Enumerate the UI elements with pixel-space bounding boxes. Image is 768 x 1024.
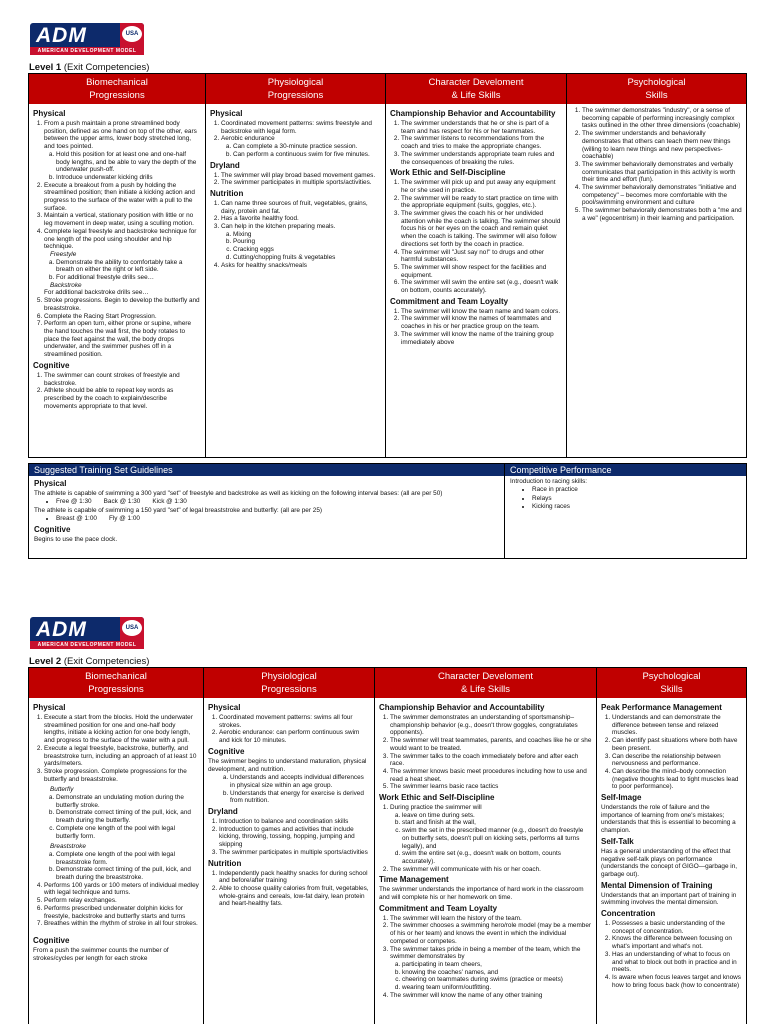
- list-item: 3. The swimmer participates in multiple sports/activities: [219, 849, 370, 857]
- section-heading: Work Ethic and Self-Discipline: [390, 168, 506, 178]
- list-item: 3. The swimmer takes pride in being a member of the team, which the swimmer demonstrates by a. participating in team cheers, b. knowing the coaches' names, and c. cheering on teammates during swims (practice or meets) d. wearing team uniform/outfitting.: [390, 946, 592, 992]
- list-item: a. Demonstrate an undulating motion during the butterfly stroke.: [56, 794, 199, 809]
- section-heading: Championship Behavior and Accountability: [379, 703, 545, 712]
- list-item: b. Demonstrate correct timing of the pull, kick, and breath during the butterfly.: [56, 809, 199, 824]
- section-heading: Work Ethic and Self-Discipline: [379, 793, 495, 803]
- list-item: 1. Independently pack healthy snacks for during school and before/after training: [219, 870, 370, 885]
- section-heading: Cognitive: [33, 935, 70, 945]
- list-item: 1. The swimmer will play broad based movement games.: [221, 172, 381, 180]
- list-item: 3. The swimmer understands appropriate team rules and the consequences of breaking the rules.: [401, 151, 562, 166]
- list-item: 4. Asks for healthy snacks/meals: [221, 262, 381, 270]
- list-item: 1. Introduction to balance and coordination skills: [219, 818, 370, 826]
- list-item: 3. Stroke progression. Complete progressions for the butterfly and breaststroke. Butterfly a. Demonstrate an undulating motion during the butterfly stroke. b. Demonstrate correct timing of the pull, kick, and breath during the butterfly. c. Complete one length of the pool with legal butterfly form. Breaststroke a. Complete one length of the pool with legal breaststroke form. b. Demonstrate correct timing of the pull, kick, and breath during the breaststroke.: [44, 768, 199, 882]
- level-2-biomechanical-column: Biomechanical Progressions Physical 1. Execute a start from the blocks. Hold the underwater streamlined position for one and one-half body lengths, initiate a kicking action for one body length, and progress to the surface of the water with a pull. 2. Execute a legal freestyle, backstroke, butterfly, and breaststroke turn, including an approach of at least 10 yards/meters. 3. Stroke progression. Complete progressions for the butterfly and breaststroke. Butterfly a. Demonstrate an undulating motion during the butterfly stroke. b. Demonstrate correct timing of the pull, kick, and breath during the butterfly. c. Complete one length of the pool with legal butterfly form. Breaststroke a. Complete one length of the pool with legal breaststroke form. b. Demonstrate correct timing of the pull, kick, and breath during the breaststroke. 4. Performs 100 yards or 100 meters of individual medley with legal technique and turns. 5. Perform relay exchanges. 6. Performs prescribed underwater dolphin kicks for freestyle, backstroke and butterfly starts and turns 7. Breathes within the rhythm of stroke in all four strokes. Cognitive From a push the swimmer counts the number of strokes/cycles per length for each stroke: [29, 668, 204, 1024]
- section-heading: Cognitive: [34, 524, 71, 534]
- list-item: b. Can perform a continuous swim for five minutes.: [233, 151, 381, 159]
- list-item: c. cheering on teammates during swims (practice or meets): [402, 976, 592, 984]
- list-item: • Free @ 1:30 Back @ 1:30 Kick @ 1:30: [56, 498, 499, 506]
- list-item: 4. Performs 100 yards or 100 meters of individual medley with legal technique and turns.: [44, 882, 199, 897]
- level-1-character-column: [386, 74, 567, 457]
- list-item: 1. Possesses a basic understanding of the concept of concentration.: [612, 920, 742, 935]
- section-heading: Physical: [210, 109, 243, 118]
- list-item: b. knowing the coaches' names, and: [402, 969, 592, 977]
- section-heading: Championship Behavior and Accountability: [390, 109, 556, 118]
- column-header: Physiological Progressions: [206, 74, 385, 104]
- list-item: 5. Perform relay exchanges.: [44, 897, 199, 905]
- section-heading: Concentration: [601, 909, 656, 919]
- list-item: 1. The swimmer can count strokes of freestyle and backstroke.: [44, 372, 201, 387]
- list-item: 1. The swimmer will pick up and put away any equipment he or she used in practice.: [401, 179, 562, 194]
- list-item: 4. The swimmer behaviorally demonstrates "initiative and competency" – becomes more comfortable with the pool/swimming environment and culture: [582, 184, 742, 207]
- list-item: 3. Has an understanding of what to focus on and what to block out both in practice and in meets.: [612, 951, 742, 974]
- list-item: d. Cutting/chopping fruits & vegetables: [233, 254, 381, 262]
- list-item: 3. Maintain a vertical, stationary position with little or no leg movement in deep water, using a sculling motion.: [44, 212, 201, 227]
- column-header: Biomechanical Progressions: [29, 668, 203, 698]
- list-item: 5. The swimmer learns basic race tactics: [390, 783, 592, 791]
- list-item: 1. Execute a start from the blocks. Hold the underwater streamlined position for one and one-half body lengths, initiate a kicking action for one body length, and progress to the surface of the water with a pull.: [44, 714, 199, 745]
- list-item: 2. Able to choose quality calories from fruit, vegetables, whole-grains and cereals, low-fat dairy, lean protein and heart-healthy fats.: [219, 885, 370, 908]
- level-2-physiological-column: Physiological Progressions Physical 1. Coordinated movement patterns: swims all four strokes. 2. Aerobic endurance: can perform continuous swim and kick for 10 minutes. Cognitive The swimmer begins to understand maturation, physical development, and nutrition. a. Understands and accepts individual differences in physical size within an age group. b. Understands that energy for exercise is derived from nutrition. Dryland 1. Introduction to balance and coordination skills 2. Introduction to games and activities that include kicking, throwing, tossing, hopping, jumping and skipping 3. The swimmer participates in multiple sports/activities Nutrition 1. Independently pack healthy snacks for during school and before/after training 2. Able to choose quality calories from fruit, vegetables, whole-grains and cereals, low-fat dairy, lean protein and heart-healthy fats.: [204, 668, 375, 1024]
- usa-swimming-badge-icon: USA: [122, 620, 142, 636]
- list-item: 2. The swimmer understands and behaviorally demonstrates that others can teach them new things (willing to learn new things and new perspectives-coachable): [582, 130, 742, 161]
- list-item: b. Pouring: [233, 238, 381, 246]
- list-item: 2. The swimmer listens to recommendations from the coach and tries to make the appropriate changes.: [401, 135, 562, 150]
- section-heading: Cognitive: [33, 360, 70, 370]
- list-item: 1. The swimmer understands that he or she is part of a team and has respect for his or her teammates.: [401, 120, 562, 135]
- list-item: 1. The swimmer demonstrates an understanding of sportsmanship–championship behavior (e.g., doesn't throw goggles, congratulates opponents).: [390, 714, 592, 737]
- list-item: 6. Performs prescribed underwater dolphin kicks for freestyle, backstroke and butterfly starts and turns: [44, 905, 199, 920]
- section-heading: Physical: [208, 703, 241, 712]
- section-heading: Commitment and Team Loyalty: [390, 296, 509, 306]
- list-item: 4. The swimmer will know the name of any other training: [390, 992, 592, 1000]
- section-heading: Self-Image: [601, 793, 642, 803]
- list-item: 1. Coordinated movement patterns: swims all four strokes.: [219, 714, 370, 729]
- list-item: 2. Introduction to games and activities that include kicking, throwing, tossing, hopping, jumping and skipping: [219, 826, 370, 849]
- list-item: a. leave on time during sets.: [402, 812, 592, 820]
- list-item: c. Complete one length of the pool with legal butterfly form.: [56, 825, 199, 840]
- list-item: a. Demonstrate the ability to comfortably take a breath on either the right or left side.: [56, 259, 201, 274]
- level-2-character-column: Character Develoment & Life Skills Championship Behavior and Accountability 1. The swimmer demonstrates an understanding of sportsmanship–championship behavior (e.g., doesn't throw goggles, congratulates opponents). 2. The swimmer will treat teammates, parents, and coaches like he or she would want to be treated. 3. The swimmer talks to the coach immediately before and after each race. 4. The swimmer knows basic meet procedures including how to use and read a heat sheet. 5. The swimmer learns basic race tactics Work Ethic and Self-Discipline 1. During practice the swimmer will a. leave on time during sets. b. start and finish at the wall, c. swim the set in the prescribed manner (e.g., doesn't do freestyle on butterfly sets, doesn't pull on kicking sets, performs all turns legally), and d. swim the entire set (e.g., doesn't walk on bottom, counts accurately). 2. The swimmer will communicate with his or her coach. Time Management The swimmer understands the importance of hard work in the classroom and will complete his or her homework on time. Commitment and Team Loyalty 1. The swimmer will learn the history of the team. 2. The swimmer chooses a swimming hero/role model (may be a member of his or her team) and knows the event in which the individual competed or competes. 3. The swimmer takes pride in being a member of the team, which the swimmer demonstrates by a. participating in team cheers, b. knowing the coaches' names, and c. cheering on teammates during swims (practice or meets) d. wearing team uniform/outfitting. 4. The swimmer will know the name of any other training: [375, 668, 597, 1024]
- list-item: 7. Breathes within the rhythm of stroke in all four strokes.: [44, 920, 199, 928]
- list-item: 4. Complete legal freestyle and backstroke technique for one length of the pool using shoulder and hip technique. Freestyle a. Demonstrate the ability to comfortably take a breath on either the right or left side. b. For additional freestyle drills see… Backstroke For additional backstroke drills see…: [44, 228, 201, 297]
- list-item: 1. The swimmer will know the team name and team colors.: [401, 308, 562, 316]
- list-item: a. Understands and accepts individual differences in physical size within an age group.: [230, 774, 370, 789]
- list-item: 3. The swimmer gives the coach his or her undivided attention while the coach is talking. The swimmer should focus his or her eyes on the coach and remain quiet when the coach is talking. The swimmer will also follow directions set forth by the coach in practice.: [401, 210, 562, 249]
- list-item: a. Mixing: [233, 231, 381, 239]
- list-item: • Relays: [532, 495, 741, 503]
- list-item: 2. Knows the difference between focusing on what's important and what's not.: [612, 935, 742, 950]
- list-item: • Breast @ 1:00 Fly @ 1:00: [56, 515, 499, 523]
- list-item: 4. The swimmer knows basic meet procedures including how to use and read a heat sheet.: [390, 768, 592, 783]
- list-item: b. Demonstrate correct timing of the pull, kick, and breath during the breaststroke.: [56, 866, 199, 881]
- list-item: 3. The swimmer behaviorally demonstrates and verbally communicates that participation in this activity is worth their time and effort (fun).: [582, 161, 742, 184]
- list-item: 1. The swimmer will learn the history of the team.: [390, 915, 592, 923]
- list-item: c. swim the set in the prescribed manner (e.g., doesn't do freestyle on butterfly sets, doesn't pull on kicking sets, performs all turns legally), and: [402, 827, 592, 850]
- adm-logo: ADM USA AMERICAN DEVELOPMENT MODEL: [30, 617, 144, 649]
- list-item: 6. Complete the Racing Start Progression.: [44, 313, 201, 321]
- column-header: Biomechanical Progressions: [29, 74, 205, 104]
- list-item: a. participating in team cheers,: [402, 961, 592, 969]
- training-guidelines-panel: Suggested Training Set Guidelines Physical The athlete is capable of swimming a 300 yard "set" of freestyle and backstroke as well as kicking on the following interval bases: (all are per 50) • Free @ 1:30 Back @ 1:30 Kick @ 1:30 The athlete is capable of swimming a 150 yard "set" of legal breaststroke and butterfly: (all are per 25) • Breast @ 1:00 Fly @ 1:00 Cognitive Begins to use the pace clock. Competitive Performance Introduction to racing skills: • Race in practice • Relays • Kicking races: [28, 463, 747, 559]
- section-heading: Nutrition: [208, 858, 242, 868]
- list-item: 2. The swimmer will communicate with his or her coach.: [390, 866, 592, 874]
- list-item: 1. During practice the swimmer will a. leave on time during sets. b. start and finish at the wall, c. swim the set in the prescribed manner (e.g., doesn't do freestyle on butterfly sets, doesn't pull on kicking sets, performs all turns legally), and d. swim the entire set (e.g., doesn't walk on bottom, counts accurately).: [390, 804, 592, 866]
- list-item: 4. The swimmer will "Just say no!" to drugs and other harmful substances.: [401, 249, 562, 264]
- section-heading: Peak Performance Management: [601, 703, 722, 712]
- level-2-title: Level 2 (Exit Competencies): [29, 656, 150, 667]
- section-heading: Physical: [33, 109, 66, 118]
- section-heading: Dryland: [210, 160, 240, 170]
- list-item: 3. Can help in the kitchen preparing meals. a. Mixing b. Pouring c. Cracking eggs d. Cutting/chopping fruits & vegetables: [221, 223, 381, 262]
- list-item: 7. Perform an open turn, either prone or supine, where the hand touches the wall first, the body rotates to place the feet against the wall, the body drops underwater, and the swimmer pushes off in a streamlined position.: [44, 320, 201, 359]
- list-item: a. Hold this position for at least one and one-half body lengths, and be able to vary the depth of the underwater push-off.: [56, 151, 201, 174]
- adm-logo: ADM USA AMERICAN DEVELOPMENT MODEL: [30, 23, 144, 55]
- list-item: 2. The swimmer will know the names of teammates and coaches in his or her practice group on the team.: [401, 315, 562, 330]
- level-1-grid: [28, 73, 747, 458]
- list-item: 1. Coordinated movement patterns: swims freestyle and backstroke with legal form.: [221, 120, 381, 135]
- list-item: • Race in practice: [532, 486, 741, 494]
- list-item: b. start and finish at the wall,: [402, 819, 592, 827]
- section-heading: Self-Talk: [601, 836, 634, 846]
- list-item: b. Introduce underwater kicking drills: [56, 174, 201, 182]
- section-heading: Nutrition: [210, 188, 244, 198]
- section-heading: Cognitive: [208, 746, 245, 756]
- section-heading: Physical: [34, 479, 67, 488]
- list-item: 2. Has a favorite healthy food.: [221, 215, 381, 223]
- level-1-title: Level 1 (Exit Competencies): [29, 62, 150, 73]
- list-item: 5. The swimmer will show respect for the facilities and equipment.: [401, 264, 562, 279]
- list-item: a. Complete one length of the pool with legal breaststroke form.: [56, 851, 199, 866]
- list-item: 2. Execute a legal freestyle, backstroke, butterfly, and breaststroke turn, including an approach of at least 10 yards/meters.: [44, 745, 199, 768]
- list-item: 3. Can describe the relationship between nervousness and performance.: [612, 753, 742, 768]
- level-2-psychological-column: Psychological Skills Peak Performance Management 1. Understands and can demonstrate the difference between tense and relaxed muscles. 2. Can identify past situations where both have been present. 3. Can describe the relationship between nervousness and performance. 4. Can describe the mind–body connection (negative thoughts lead to tight muscles lead to poor performance). Self-Image Understands the role of failure and the importance of learning from one's mistakes; understands that this is essential to becoming a champion. Self-Talk Has a general understanding of the effect that negative self-talk plays on performance (understands the concept of GIGO—garbage in, garbage out). Mental Dimension of Training Understands that an important part of training in swimming involves the mental dimension. Concentration 1. Possesses a basic understanding of the concept of concentration. 2. Knows the difference between focusing on what's important and what's not. 3. Has an understanding of what to focus on and what to block out both in practice and in meets. 4. Is aware when focus leaves target and knows how to bring focus back (how to concentrate): [597, 668, 746, 1024]
- column-header: Character Develoment & Life Skills: [375, 668, 596, 698]
- section-heading: Time Management: [379, 875, 449, 885]
- list-item: 4. Is aware when focus leaves target and knows how to bring focus back (how to concentrate): [612, 974, 742, 989]
- list-item: 4. Can describe the mind–body connection (negative thoughts lead to tight muscles lead to poor performance).: [612, 768, 742, 791]
- list-item: 5. The swimmer behaviorally demonstrates both a "me and a we" (egocentrism) in their learning and participation.: [582, 207, 742, 222]
- list-item: 2. Aerobic endurance: can perform continuous swim and kick for 10 minutes.: [219, 729, 370, 744]
- competitive-performance-header: Competitive Performance: [505, 464, 746, 476]
- level-1-biomechanical-column: [29, 74, 206, 457]
- list-item: 1. From a push maintain a prone streamlined body position, defined as one hand on top of the other, ears between the upper arms, lower body stretched long, and toes pointed. a. Hold this position for at least one and one-half body lengths, and be able to vary the depth of the underwater push-off. b. Introduce underwater kicking drills: [44, 120, 201, 182]
- list-item: 2. Execute a breakout from a push by holding the streamlined position; then initiate a kicking action and progress to the surface of the water with a pull to the surface.: [44, 182, 201, 213]
- list-item: d. wearing team uniform/outfitting.: [402, 984, 592, 992]
- column-header: Psychological Skills: [597, 668, 746, 698]
- list-item: 2. The swimmer participates in multiple sports/activities.: [221, 179, 381, 187]
- list-item: 3. The swimmer will know the name of the training group immediately above: [401, 331, 562, 346]
- list-item: 1. The swimmer demonstrates "industry", or a sense of becoming capable of performing increasingly complex tasks outlined in the other three dimensions (coachable): [582, 107, 742, 130]
- list-item: 2. The swimmer will be ready to start practice on time with the appropriate equipment (suits, goggles, etc.).: [401, 195, 562, 210]
- section-heading: Dryland: [208, 807, 238, 817]
- section-heading: Physical: [33, 703, 66, 712]
- list-item: 2. The swimmer will treat teammates, parents, and coaches like he or she would want to be treated.: [390, 737, 592, 752]
- list-item: b. Understands that energy for exercise is derived from nutrition.: [230, 790, 370, 805]
- list-item: 5. Stroke progressions. Begin to develop the butterfly and breaststroke.: [44, 297, 201, 312]
- list-item: b. For additional freestyle drills see…: [56, 274, 201, 282]
- level-1-psychological-column: [567, 74, 746, 457]
- level-2-grid: [28, 667, 747, 1024]
- column-header: Psychological Skills: [567, 74, 746, 104]
- list-item: 1. Can name three sources of fruit, vegetables, grains, dairy, protein and fat.: [221, 200, 381, 215]
- list-item: 2. The swimmer chooses a swimming hero/role model (may be a member of his or her team) and knows the event in which the individual competed or competes.: [390, 922, 592, 945]
- list-item: c. Cracking eggs: [233, 246, 381, 254]
- list-item: 3. The swimmer talks to the coach immediately before and after each race.: [390, 753, 592, 768]
- list-item: • Kicking races: [532, 503, 741, 511]
- column-header: Physiological Progressions: [204, 668, 374, 698]
- column-header: Character Develoment & Life Skills: [386, 74, 566, 104]
- list-item: 2. Can identify past situations where both have been present.: [612, 737, 742, 752]
- list-item: 2. Athlete should be able to repeat key words as prescribed by the coach to explain/describe movements appropriate to that level.: [44, 387, 201, 410]
- section-heading: Mental Dimension of Training: [601, 880, 713, 890]
- usa-swimming-badge-icon: USA: [122, 26, 142, 42]
- list-item: a. Can complete a 30-minute practice session.: [233, 143, 381, 151]
- list-item: 2. Aerobic endurance a. Can complete a 30-minute practice session. b. Can perform a continuous swim for five minutes.: [221, 135, 381, 158]
- list-item: d. swim the entire set (e.g., doesn't walk on bottom, counts accurately).: [402, 850, 592, 865]
- section-heading: Commitment and Team Loyalty: [379, 903, 498, 913]
- list-item: 1. Understands and can demonstrate the difference between tense and relaxed muscles.: [612, 714, 742, 737]
- training-guidelines-header: Suggested Training Set Guidelines: [29, 464, 504, 476]
- list-item: 6. The swimmer will swim the entire set (e.g., doesn't walk on bottom, counts accurately).: [401, 279, 562, 294]
- level-1-physiological-column: [206, 74, 386, 457]
